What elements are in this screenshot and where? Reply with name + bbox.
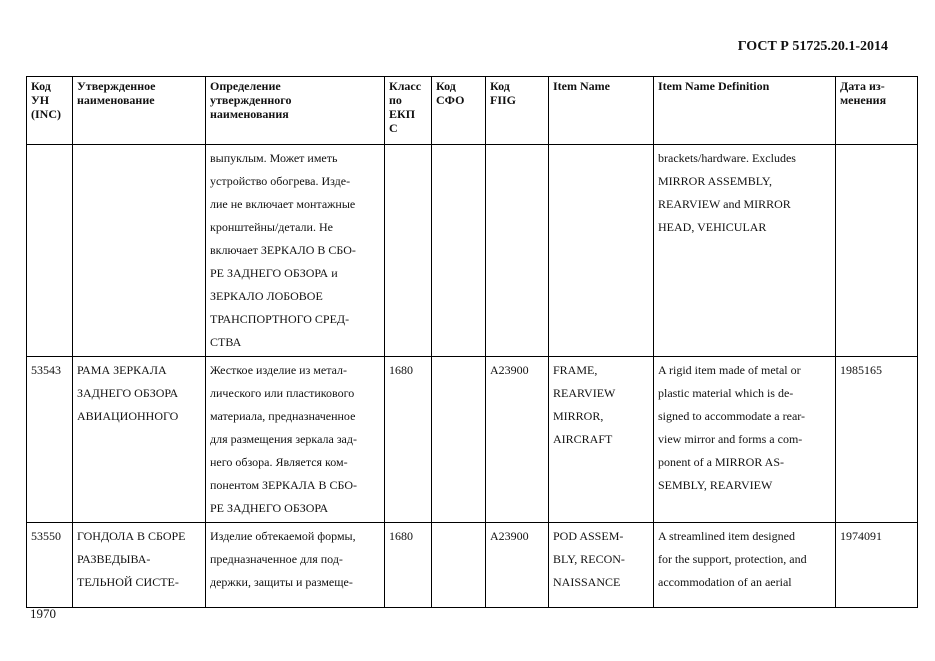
- cell-fiig-code: A23900: [486, 523, 549, 608]
- cell-fiig-code: A23900: [486, 357, 549, 523]
- cell-approved-name: [73, 145, 206, 357]
- header-item-name-definition: Item Name Definition: [654, 77, 836, 145]
- cell-item-name-definition: brackets/hardware. Excludes MIRROR ASSEMBLY, REARVIEW and MIRROR HEAD, VEHICULAR: [654, 145, 836, 357]
- table-row: [27, 357, 918, 523]
- cell-fiig-code: [486, 145, 549, 357]
- header-row: [27, 77, 918, 145]
- table-row: [27, 523, 918, 608]
- header-fiig-code: Код FIIG: [486, 77, 549, 145]
- cell-item-name: [549, 145, 654, 357]
- cell-sfo-code: [432, 523, 486, 608]
- cell-class: 1680: [385, 523, 432, 608]
- cell-change-date: 1974091: [836, 523, 918, 608]
- cell-inc-code: 53543: [27, 357, 73, 523]
- cell-change-date: [836, 145, 918, 357]
- header-approved-name: Утвержденное наименование: [73, 77, 206, 145]
- cell-inc-code: 53550: [27, 523, 73, 608]
- cell-sfo-code: [432, 145, 486, 357]
- header-item-name: Item Name: [549, 77, 654, 145]
- header-sfo-code: Код СФО: [432, 77, 486, 145]
- document-code: ГОСТ Р 51725.20.1-2014: [737, 39, 888, 54]
- header-class: Класс по ЕКП С: [385, 77, 432, 145]
- cell-name-definition: Жесткое изделие из метал- лического или пластикового материала, предназначенное для размещения зеркала зад- него обзора. Является ком- понентом ЗЕРКАЛА В СБО- РЕ ЗАДНЕГО ОБЗОРА: [206, 357, 385, 523]
- table-row: [27, 145, 918, 357]
- cell-item-name-definition: A rigid item made of metal or plastic material which is de- signed to accommodate a rear- view mirror and forms a com- ponent of a MIRROR AS- SEMBLY, REARVIEW: [654, 357, 836, 523]
- cell-item-name-definition: A streamlined item designed for the support, protection, and accommodation of an aerial: [654, 523, 836, 608]
- cell-approved-name: ГОНДОЛА В СБОРЕ РАЗВЕДЫВА- ТЕЛЬНОЙ СИСТЕ-: [73, 523, 206, 608]
- cell-class: [385, 145, 432, 357]
- cell-item-name: FRAME, REARVIEW MIRROR, AIRCRAFT: [549, 357, 654, 523]
- nomenclature-table: [26, 76, 918, 608]
- cell-approved-name: РАМА ЗЕРКАЛА ЗАДНЕГО ОБЗОРА АВИАЦИОННОГО: [73, 357, 206, 523]
- cell-sfo-code: [432, 357, 486, 523]
- header-change-date: Дата из- менения: [836, 77, 918, 145]
- cell-change-date: 1985165: [836, 357, 918, 523]
- cell-name-definition: выпуклым. Может иметь устройство обогрева. Изде- лие не включает монтажные кронштейны/детали. Не включает ЗЕРКАЛО В СБО- РЕ ЗАДНЕГО ОБЗОРА и ЗЕРКАЛО ЛОБОВОЕ ТРАНСПОРТНОГО СРЕД- СТВА: [206, 145, 385, 357]
- cell-name-definition: Изделие обтекаемой формы, предназначенное для под- держки, защиты и размеще-: [206, 523, 385, 608]
- cell-inc-code: [27, 145, 73, 357]
- header-name-definition: Определение утвержденного наименования: [206, 77, 385, 145]
- cell-class: 1680: [385, 357, 432, 523]
- header-inc-code: Код УН (INC): [27, 77, 73, 145]
- page-number: 1970: [30, 606, 56, 621]
- cell-item-name: POD ASSEM- BLY, RECON- NAISSANCE: [549, 523, 654, 608]
